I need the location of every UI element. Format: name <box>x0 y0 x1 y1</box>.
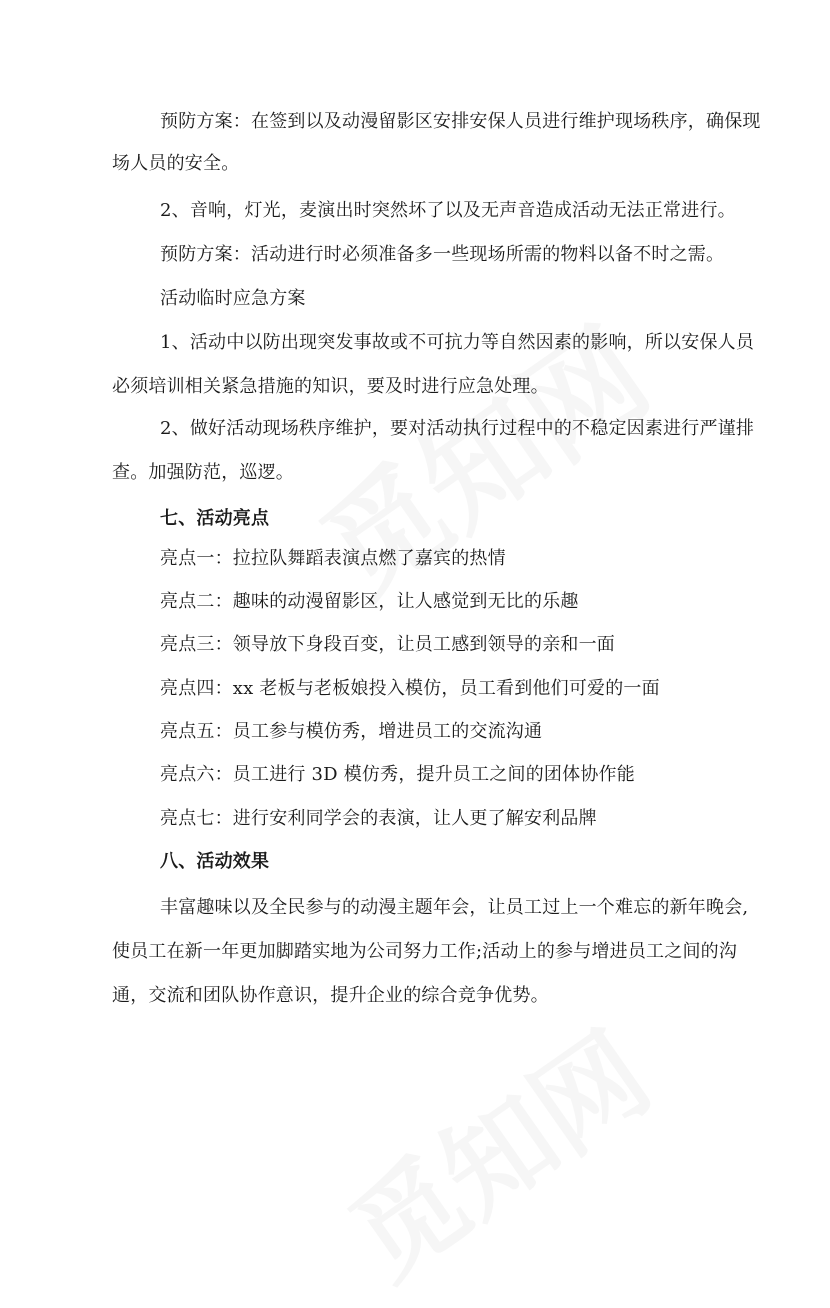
paragraph-line: 使员工在新一年更加脚踏实地为公司努力工作;活动上的参与增进员工之间的沟 <box>112 941 738 962</box>
paragraph-line: 预防方案：活动进行时必须准备多一些现场所需的物料以备不时之需。 <box>160 244 725 265</box>
paragraph-line: 2、音响，灯光，麦演出时突然坏了以及无声音造成活动无法正常进行。 <box>160 200 736 221</box>
paragraph-line: 1、活动中以防出现突发事故或不可抗力等自然因素的影响，所以安保人员 <box>160 332 755 353</box>
highlight-item: 亮点六：员工进行 3D 模仿秀，提升员工之间的团体协作能 <box>160 764 635 785</box>
section-heading: 七、活动亮点 <box>160 508 270 529</box>
highlight-item: 亮点四：xx 老板与老板娘投入模仿，员工看到他们可爱的一面 <box>160 678 660 699</box>
paragraph-line: 必须培训相关紧急措施的知识，要及时进行应急处理。 <box>112 376 549 397</box>
paragraph-line: 2、做好活动现场秩序维护，要对活动执行过程中的不稳定因素进行严谨排 <box>160 418 755 439</box>
highlight-item: 亮点五：员工参与模仿秀，增进员工的交流沟通 <box>160 721 543 742</box>
highlight-item: 亮点一：拉拉队舞蹈表演点燃了嘉宾的热情 <box>160 548 506 569</box>
highlight-item: 亮点三：领导放下身段百变，让员工感到领导的亲和一面 <box>160 634 615 655</box>
highlight-item: 亮点七：进行安利同学会的表演，让人更了解安利品牌 <box>160 808 597 829</box>
paragraph-line: 活动临时应急方案 <box>160 288 306 309</box>
paragraph-line: 场人员的安全。 <box>112 153 240 174</box>
paragraph-line: 丰富趣味以及全民参与的动漫主题年会，让员工过上一个难忘的新年晚会, <box>160 897 749 918</box>
paragraph-line: 通，交流和团队协作意识，提升企业的综合竞争优势。 <box>112 985 549 1006</box>
highlight-item: 亮点二：趣味的动漫留影区，让人感觉到无比的乐趣 <box>160 591 579 612</box>
watermark <box>315 990 676 1308</box>
paragraph-line: 查。加强防范，巡逻。 <box>112 462 294 483</box>
paragraph-line: 预防方案：在签到以及动漫留影区安排安保人员进行维护现场秩序，确保现 <box>160 111 761 132</box>
section-heading: 八、活动效果 <box>160 851 270 872</box>
